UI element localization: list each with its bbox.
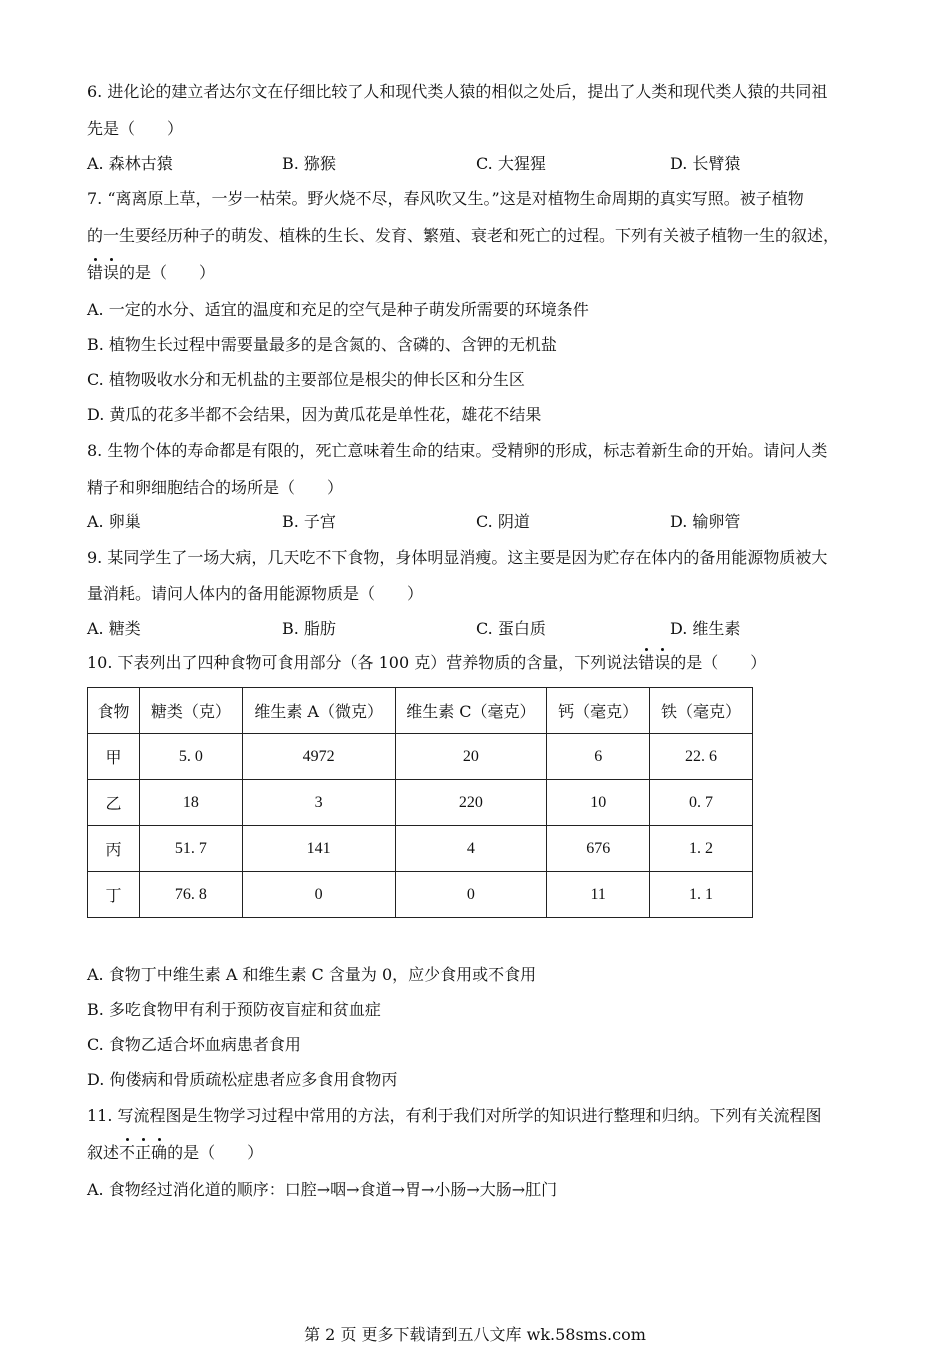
q8-stem-line2: 精子和卵细胞结合的场所是（ ） [87,478,344,497]
table-cell: 乙 [88,780,140,826]
table-cell: 141 [242,826,395,872]
emphasis-mark: 不 [119,1143,136,1162]
q6-stem-line2: 先是（ ） [87,119,184,138]
q6-stem-line1: 6. 进化论的建立者达尔文在仔细比较了人和现代类人猿的相似之处后，提出了人类和现代类人猿的共同祖 [87,82,828,101]
table-cell: 5. 0 [139,734,242,780]
table-row [88,872,753,918]
table-cell: 4 [395,826,547,872]
q8-option-c: C. 阴道 [476,512,530,531]
q9-option-b: B. 脂肪 [282,619,336,638]
q10-option-c: C. 食物乙适合坏血病患者食用 [87,1035,301,1054]
q7-stem-line2: 的一生要经历种子的萌发、植株的生长、发育、繁殖、衰老和死亡的过程。下列有关被子植物一生的叙述， [87,226,840,245]
q7-option-b: B. 植物生长过程中需要量最多的是含氮的、含磷的、含钾的无机盐 [87,335,557,354]
emphasis-mark: 正 [135,1143,152,1162]
q8-option-a: A. 卵巢 [87,512,141,531]
q7-stem-line3-rest: 的是（ ） [119,263,216,282]
q10-stem-line1 [87,653,766,673]
q11-option-a: A. 食物经过消化道的顺序：口腔→咽→食道→胃→小肠→大肠→肛门 [87,1180,558,1199]
table-header-cell: 食物 [88,688,140,734]
table-header-cell: 铁（毫克） [650,688,753,734]
q7-option-d: D. 黄瓜的花多半都不会结果，因为黄瓜花是单性花，雄花不结果 [87,405,542,424]
table-cell: 18 [139,780,242,826]
table-cell: 丁 [88,872,140,918]
table-row [88,826,753,872]
table-cell: 6 [547,734,650,780]
q6-option-d: D. 长臂猿 [670,154,741,173]
emphasis-mark: 确 [151,1143,168,1162]
table-header-row [88,688,753,734]
q6-option-b: B. 猕猴 [282,154,336,173]
q7-option-a: A. 一定的水分、适宜的温度和充足的空气是种子萌发所需要的环境条件 [87,300,589,319]
table-cell: 3 [242,780,395,826]
table-cell: 220 [395,780,547,826]
q10-option-d: D. 佝偻病和骨质疏松症患者应多食用食物丙 [87,1070,398,1089]
table-cell: 76. 8 [139,872,242,918]
q9-option-c: C. 蛋白质 [476,619,546,638]
q7-stem-line1: 7. “离离原上草，一岁一枯荣。野火烧不尽，春风吹又生。”这是对植物生命周期的真实写照。被子植物 [87,189,804,208]
table-row [88,780,753,826]
q6-option-c: C. 大猩猩 [476,154,546,173]
q11-stem-line2 [87,1143,263,1163]
table-header-cell: 维生素 A（微克） [242,688,395,734]
q9-stem-line2: 量消耗。请问人体内的备用能源物质是（ ） [87,584,424,603]
q10-stem-pre: 10. 下表列出了四种食物可食用部分（各 100 克）营养物质的含量，下列说法 [87,653,639,672]
table-cell: 676 [547,826,650,872]
q7-option-c: C. 植物吸收水分和无机盐的主要部位是根尖的伸长区和分生区 [87,370,525,389]
emphasis-mark: 误 [654,653,671,672]
q11-stem-line1: 11. 写流程图是生物学习过程中常用的方法，有利于我们对所学的知识进行整理和归纳。下列有关流程图 [87,1106,822,1125]
table-row [88,734,753,780]
q9-option-d: D. 维生素 [670,619,741,638]
q7-stem-line3 [87,263,215,283]
page-footer: 第 2 页 更多下载请到五八文库 wk.58sms.com [304,1325,646,1344]
table-cell: 1. 2 [650,826,753,872]
table-cell: 0. 7 [650,780,753,826]
table-cell: 10 [547,780,650,826]
table-header-cell: 钙（毫克） [547,688,650,734]
nutrition-table [87,687,753,918]
q8-stem-line1: 8. 生物个体的寿命都是有限的，死亡意味着生命的结束。受精卵的形成，标志着新生命的开始。请问人类 [87,441,828,460]
table-cell: 0 [395,872,547,918]
q8-option-d: D. 输卵管 [670,512,741,531]
table-cell: 22. 6 [650,734,753,780]
table-cell: 丙 [88,826,140,872]
q10-stem-post: 的是（ ） [670,653,767,672]
table-cell: 0 [242,872,395,918]
emphasis-mark: 误 [103,263,120,282]
table-cell: 1. 1 [650,872,753,918]
table-cell: 20 [395,734,547,780]
q11-stem-rest: 的是（ ） [167,1143,264,1162]
emphasis-mark: 错 [638,653,655,672]
q9-stem-line1: 9. 某同学生了一场大病，几天吃不下食物，身体明显消瘦。这主要是因为贮存在体内的备用能源物质被大 [87,548,828,567]
emphasis-mark: 错 [87,263,104,282]
table-header-cell: 糖类（克） [139,688,242,734]
q6-option-a: A. 森林古猿 [87,154,173,173]
table-cell: 甲 [88,734,140,780]
q9-option-a: A. 糖类 [87,619,141,638]
table-cell: 4972 [242,734,395,780]
table-cell: 51. 7 [139,826,242,872]
q8-option-b: B. 子宫 [282,512,336,531]
table-cell: 11 [547,872,650,918]
q10-option-b: B. 多吃食物甲有利于预防夜盲症和贫血症 [87,1000,381,1019]
q10-option-a: A. 食物丁中维生素 A 和维生素 C 含量为 0，应少食用或不食用 [87,965,537,984]
table-header-cell: 维生素 C（毫克） [395,688,547,734]
q11-stem-pre: 叙述 [87,1143,120,1162]
